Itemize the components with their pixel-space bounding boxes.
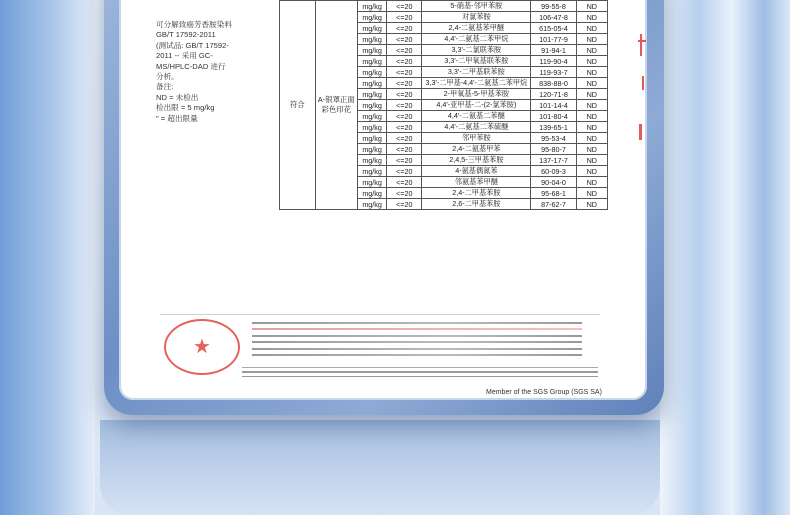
result-cell: ND [576, 23, 607, 34]
limit-cell: <=20 [387, 34, 422, 45]
note-line: 检出限 = 5 mg/kg [156, 103, 215, 113]
unit-cell: mg/kg [358, 166, 387, 177]
cas-number-cell: 120-71-8 [531, 89, 576, 100]
result-cell: ND [576, 56, 607, 67]
unit-cell: mg/kg [358, 45, 387, 56]
sample-label-line2: 彩色印花 [321, 105, 352, 114]
unit-cell: mg/kg [358, 56, 387, 67]
substance-name-cell: 2,4,5-三甲基苯胺 [422, 155, 531, 166]
cas-number-cell: 60-09-3 [531, 166, 576, 177]
result-cell: ND [576, 100, 607, 111]
sample-cell [315, 1, 358, 210]
substance-name-cell: 4-氨基偶氮苯 [422, 166, 531, 177]
test-method-notes [156, 20, 274, 124]
note-line: 可分解致癌芳香胺染料 [156, 20, 232, 29]
cas-number-cell: 95-68-1 [531, 188, 576, 199]
sgs-member-line: Member of the SGS Group (SGS SA) [486, 389, 602, 396]
results-table [279, 0, 608, 210]
cas-number-cell: 119-93-7 [531, 67, 576, 78]
table-row [280, 1, 608, 12]
limit-cell: <=20 [387, 56, 422, 67]
device-reflection [100, 420, 660, 515]
substance-name-cell: 2,4-二氨基苯甲醚 [422, 23, 531, 34]
substance-name-cell: 4,4'-亚甲基-二-(2-氯苯胺) [422, 100, 531, 111]
cas-number-cell: 101-80-4 [531, 111, 576, 122]
cas-number-cell: 91-94-1 [531, 45, 576, 56]
address-band [242, 367, 598, 384]
substance-name-cell: 2,6-二甲基苯胺 [422, 199, 531, 210]
cas-number-cell: 119-90-4 [531, 56, 576, 67]
limit-cell: <=20 [387, 199, 422, 210]
result-cell: ND [576, 199, 607, 210]
unit-cell: mg/kg [358, 188, 387, 199]
unit-cell: mg/kg [358, 1, 387, 12]
substance-name-cell: 4,4'-二氨基二苯硫醚 [422, 122, 531, 133]
cas-number-cell: 139-65-1 [531, 122, 576, 133]
cas-number-cell: 101-77-9 [531, 34, 576, 45]
note-line: " = 超出限量 [156, 113, 198, 123]
substance-name-cell: 3,3'-二甲氧基联苯胺 [422, 56, 531, 67]
limit-cell: <=20 [387, 166, 422, 177]
unit-cell: mg/kg [358, 177, 387, 188]
limit-cell: <=20 [387, 144, 422, 155]
result-cell: ND [576, 34, 607, 45]
sample-label-line1: A-银罩正面 [317, 95, 355, 104]
limit-cell: <=20 [387, 12, 422, 23]
unit-cell: mg/kg [358, 100, 387, 111]
unit-cell: mg/kg [358, 144, 387, 155]
limit-cell: <=20 [387, 111, 422, 122]
cas-number-cell: 95-53-4 [531, 133, 576, 144]
limit-cell: <=20 [387, 78, 422, 89]
substance-name-cell: 3,3'-二甲基联苯胺 [422, 67, 531, 78]
result-cell: ND [576, 166, 607, 177]
unit-cell: mg/kg [358, 111, 387, 122]
result-cell: ND [576, 89, 607, 100]
note-line: MS/HPLC-DAD 进行 [156, 61, 226, 71]
limit-cell: <=20 [387, 89, 422, 100]
note-line: (测试品: GB/T 17592- [156, 40, 229, 50]
substance-name-cell: 2,4-二氨基甲苯 [422, 144, 531, 155]
unit-cell: mg/kg [358, 78, 387, 89]
company-seal-stamp [164, 319, 240, 375]
substance-name-cell: 邻氨基苯甲醚 [422, 177, 531, 188]
note-line: ND = 未检出 [156, 92, 199, 102]
limit-cell: <=20 [387, 177, 422, 188]
background-right-blur [660, 0, 790, 515]
limit-cell: <=20 [387, 67, 422, 78]
substance-name-cell: 2-甲氧基-5-甲基苯胺 [422, 89, 531, 100]
cas-number-cell: 99-55-8 [531, 1, 576, 12]
background-left-blur [0, 0, 95, 515]
substance-name-cell: 5-硝基-邻甲苯胺 [422, 1, 531, 12]
result-cell: ND [576, 78, 607, 89]
cas-number-cell: 95-80-7 [531, 144, 576, 155]
limit-cell: <=20 [387, 155, 422, 166]
cas-number-cell: 87-62-7 [531, 199, 576, 210]
substance-name-cell: 3,3'-二氯联苯胺 [422, 45, 531, 56]
note-line: 分析。 [156, 72, 179, 82]
result-cell: ND [576, 177, 607, 188]
result-cell: ND [576, 111, 607, 122]
unit-cell: mg/kg [358, 122, 387, 133]
limit-cell: <=20 [387, 188, 422, 199]
cas-number-cell: 137-17-7 [531, 155, 576, 166]
limit-cell: <=20 [387, 100, 422, 111]
substance-name-cell: 3,3'-二甲基-4,4'-二氨基二苯甲烷 [422, 78, 531, 89]
result-cell: ND [576, 12, 607, 23]
star-icon: ★ [193, 336, 211, 358]
limit-cell: <=20 [387, 122, 422, 133]
unit-cell: mg/kg [358, 23, 387, 34]
unit-cell: mg/kg [358, 34, 387, 45]
red-stamp-marks [636, 30, 650, 140]
note-line: 备注: [156, 82, 174, 92]
limit-cell: <=20 [387, 133, 422, 144]
unit-cell: mg/kg [358, 199, 387, 210]
unit-cell: mg/kg [358, 89, 387, 100]
result-cell: ND [576, 144, 607, 155]
cas-number-cell: 838-88-0 [531, 78, 576, 89]
unit-cell: mg/kg [358, 12, 387, 23]
result-cell: ND [576, 45, 607, 56]
result-cell: ND [576, 133, 607, 144]
result-cell: ND [576, 122, 607, 133]
substance-name-cell: 4,4'-二氨基二苯醚 [422, 111, 531, 122]
report-footer [160, 314, 602, 396]
unit-cell: mg/kg [358, 133, 387, 144]
conclusion-cell: 符合 [280, 1, 316, 210]
result-cell: ND [576, 155, 607, 166]
note-line: GB/T 17592-2011 [156, 30, 216, 40]
unit-cell: mg/kg [358, 155, 387, 166]
substance-name-cell: 2,4-二甲基苯胺 [422, 188, 531, 199]
substance-name-cell: 邻甲苯胺 [422, 133, 531, 144]
cas-number-cell: 106-47-8 [531, 12, 576, 23]
limit-cell: <=20 [387, 23, 422, 34]
limit-cell: <=20 [387, 1, 422, 12]
terms-fine-print [252, 317, 582, 361]
result-cell: ND [576, 67, 607, 78]
note-line: 2011 -- 采用 GC- [156, 51, 213, 61]
result-cell: ND [576, 188, 607, 199]
cas-number-cell: 615-05-4 [531, 23, 576, 34]
substance-name-cell: 4,4'-二氨基二苯甲烷 [422, 34, 531, 45]
unit-cell: mg/kg [358, 67, 387, 78]
result-cell: ND [576, 1, 607, 12]
substance-name-cell: 对氯苯胺 [422, 12, 531, 23]
cas-number-cell: 90-04-0 [531, 177, 576, 188]
cas-number-cell: 101-14-4 [531, 100, 576, 111]
limit-cell: <=20 [387, 45, 422, 56]
